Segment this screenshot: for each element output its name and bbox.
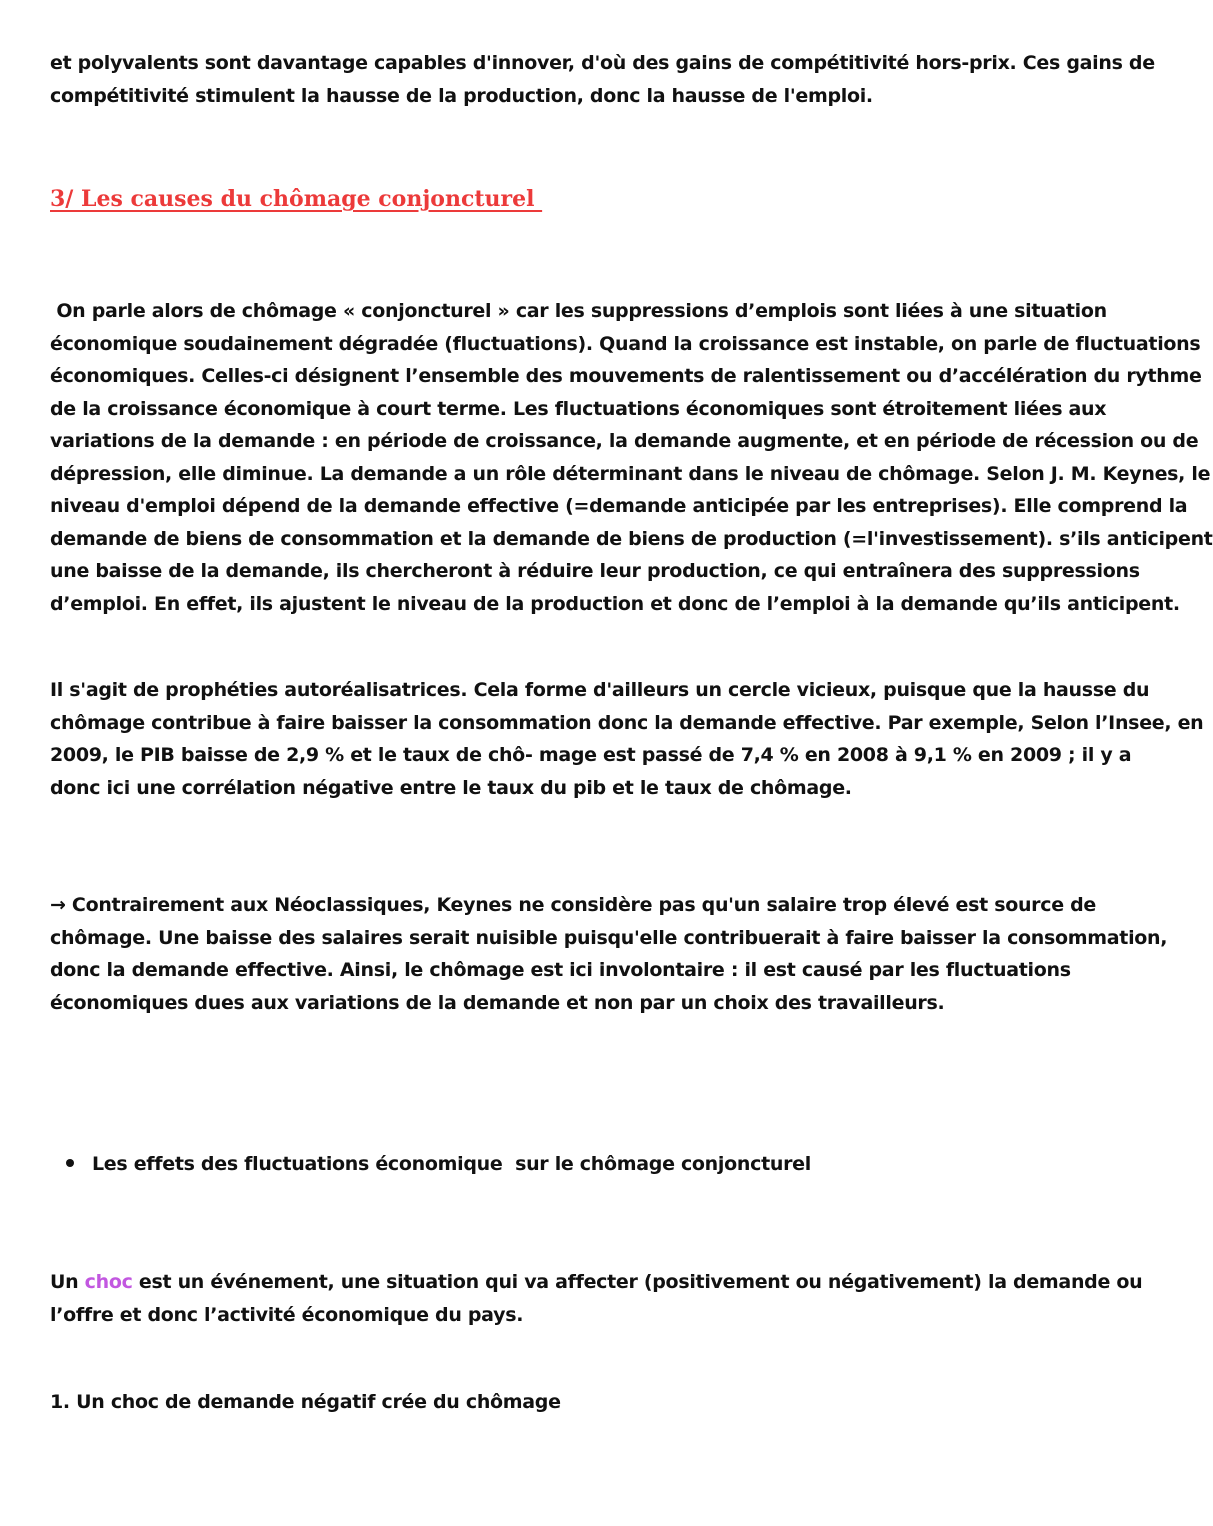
text-line: d’emploi. En effet, ils ajustent le niveau de la production et donc de l’emploi à la demande qu’ils anticipent. — [50, 592, 1180, 615]
text-line: une baisse de la demande, ils chercheront à réduire leur production, ce qui entraînera des suppressions — [50, 560, 1140, 582]
bullet-text: Les effets des fluctuations économique sur le chômage conjoncturel — [92, 1153, 811, 1175]
text-line: chômage. Une baisse des salaires serait nuisible puisqu'elle contribuerait à faire baisser la consommation, — [50, 926, 1168, 949]
text-line: l’offre et donc l’activité économique du pays. — [50, 1303, 524, 1326]
text-line: demande de biens de consommation et la demande de biens de production (=l'investissement). s’ils anticipent — [50, 527, 1213, 550]
paragraph-choc — [50, 1266, 1143, 1331]
text-line: et polyvalents sont davantage capables d'innover, d'où des gains de compétitivité hors-prix. Ces gains de — [50, 52, 1155, 74]
text-line: économiques. Celles-ci désignent l’ensemble des mouvements de ralentissement ou d’accélération du rythme — [50, 365, 1202, 387]
text-line: chômage contribue à faire baisser la consommation donc la demande effective. Par exemple, Selon l’Insee, en — [50, 711, 1204, 734]
numbered-item — [50, 1386, 1035, 1419]
text-line: variations de la demande : en période de croissance, la demande augmente, et en période de récession ou de — [50, 430, 1199, 452]
text-line: Il s'agit de prophéties autoréalisatrices. Cela forme d'ailleurs un cercle vicieux, puisque que la hausse du — [50, 679, 1150, 701]
paragraph-conjoncturel — [50, 295, 1213, 620]
text-line: niveau d'emploi dépend de la demande effective (=demande anticipée par les entreprises). Elle comprend la — [50, 495, 1188, 517]
text-line: → Contrairement aux Néoclassiques, Keynes ne considère pas qu'un salaire trop élevé est source de — [50, 894, 1096, 916]
text-line: compétitivité stimulent la hausse de la production, donc la hausse de l'emploi. — [50, 84, 873, 107]
text-line: économique soudainement dégradée (fluctuations). Quand la croissance est instable, on parle de fluctuations — [50, 332, 1201, 355]
choc-rest: est un événement, une situation qui va affecter (positivement ou négativement) la demande ou — [132, 1271, 1143, 1293]
text-line: économiques dues aux variations de la demande et non par un choix des travailleurs. — [50, 991, 945, 1014]
bullet-dot-icon — [66, 1159, 74, 1167]
paragraph-keynes — [50, 889, 1168, 1019]
section-heading: 3/ Les causes du chômage conjoncturel — [50, 186, 543, 212]
text-line: de la croissance économique à court terme. Les fluctuations économiques sont étroitement liées aux — [50, 397, 1107, 420]
text-line: dépression, elle diminue. La demande a un rôle déterminant dans le niveau de chômage. Selon J. M. Keynes, le — [50, 462, 1211, 485]
text-line: donc la demande effective. Ainsi, le chômage est ici involontaire : il est causé par les fluctuations — [50, 959, 1071, 981]
numbered-item-text: 1. Un choc de demande négatif crée du chômage — [50, 1391, 561, 1413]
text-line: On parle alors de chômage « conjoncturel » car les suppressions d’emplois sont liées à une situation — [50, 300, 1107, 322]
choc-prefix: Un — [50, 1271, 85, 1293]
bullet-item — [66, 1148, 811, 1180]
text-line: donc ici une corrélation négative entre le taux du pib et le taux de chômage. — [50, 776, 852, 799]
text-line — [50, 1266, 1143, 1299]
text-line: 2009, le PIB baisse de 2,9 % et le taux de chô- mage est passé de 7,4 % en 2008 à 9,1 % en 2009 ; il y a — [50, 744, 1132, 766]
paragraph-propheties — [50, 674, 1204, 804]
choc-highlight: choc — [84, 1271, 133, 1293]
intro-paragraph — [50, 47, 1155, 112]
